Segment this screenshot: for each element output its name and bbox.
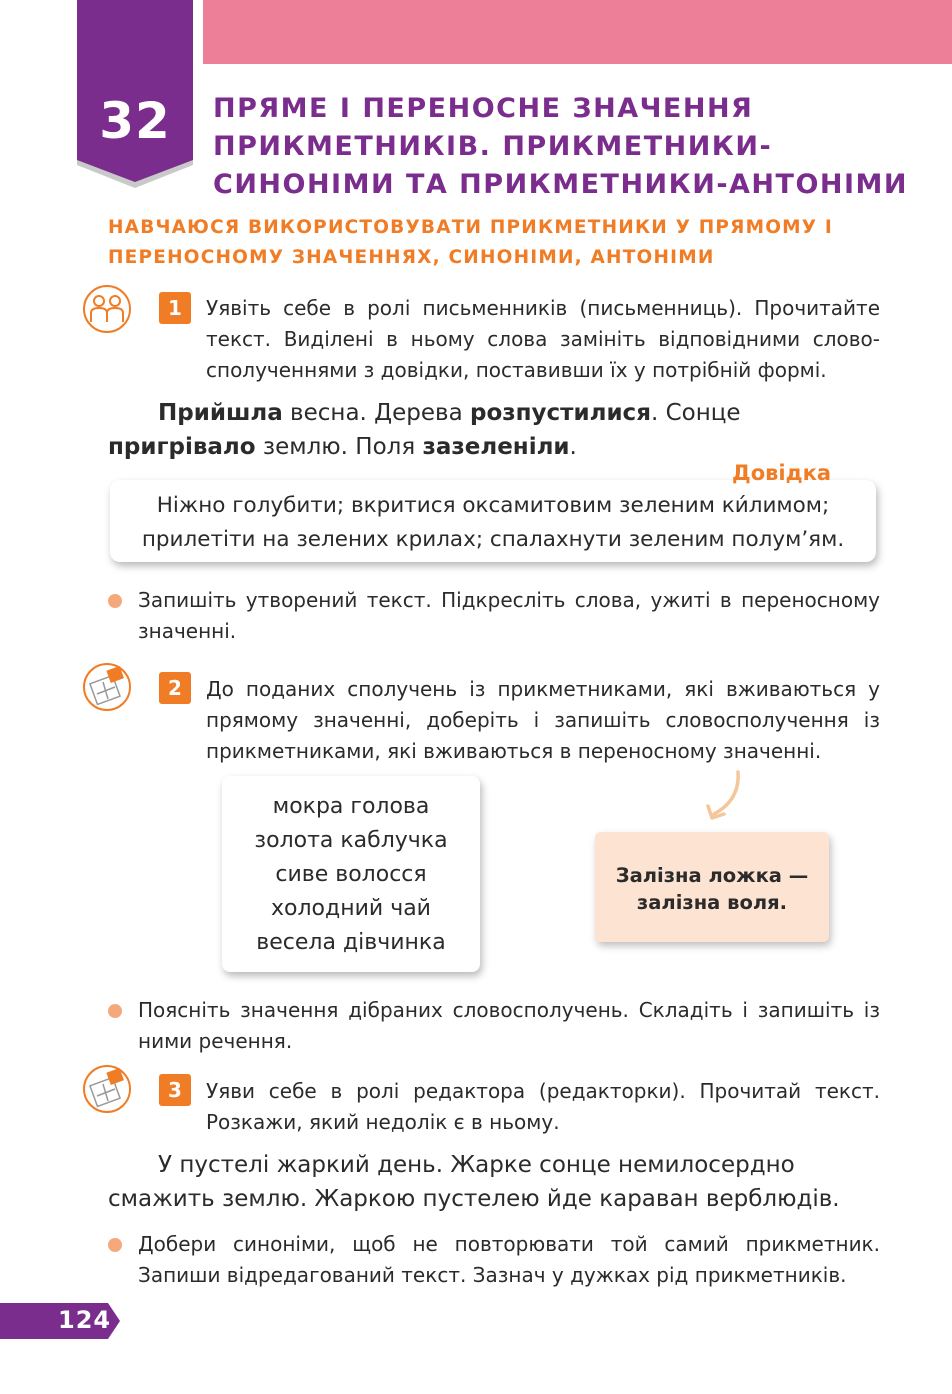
puzzle-icon: [82, 1064, 132, 1114]
text-part: пригрівало: [108, 434, 256, 460]
task-1-text: [108, 396, 880, 464]
curved-arrow-icon: [700, 770, 750, 826]
task-3-number: 3: [159, 1074, 191, 1106]
header-bar: [203, 0, 952, 64]
task-2-number: 2: [159, 672, 191, 704]
task-1-number: 1: [159, 292, 191, 324]
task-1-instruction: Уявіть себе в ролі письменників (письменниць). Прочитайте текст. Виділені в ньому слова замініть відповідними слово-сполученнями з довідки, поставивши їх у потрібній формі.: [206, 296, 880, 382]
task-2-bullet: Поясніть значення дібраних словосполучень. Складіть і запишіть із ними речення.: [138, 998, 880, 1053]
text-part: . Сонце: [650, 400, 741, 426]
example-line: залізна воля.: [636, 891, 788, 914]
example-line: Залізна ложка —: [615, 864, 809, 887]
phrase-item: холодний чай: [271, 896, 431, 921]
phrase-item: золота каблучка: [254, 828, 448, 853]
hint-text: Ніжно голубити; вкритися оксамитовим зеленим ки́лимом; прилетіти на зелених крилах; спалахнути зеленим полум’ям.: [141, 493, 845, 552]
lesson-title: ПРЯМЕ І ПЕРЕНОСНЕ ЗНАЧЕННЯ ПРИКМЕТНИКІВ. ПРИКМЕТНИКИ-СИНОНІМИ ТА ПРИКМЕТНИКИ-АНТОНІМИ: [213, 93, 908, 200]
text-part: землю. Поля: [255, 434, 423, 460]
phrase-item: мокра голова: [272, 794, 430, 819]
bullet-dot: [108, 594, 122, 608]
example-box: [595, 832, 829, 942]
lesson-subtitle: НАВЧАЮСЯ ВИКОРИСТОВУВАТИ ПРИКМЕТНИКИ У ПРЯМОМУ І ПЕРЕНОСНОМУ ЗНАЧЕННЯХ, СИНОНІМИ, АНТОНІМИ: [108, 217, 833, 268]
text-part: весна. Дерева: [282, 400, 470, 426]
text-part: .: [569, 434, 577, 460]
phrase-item: сиве волосся: [275, 862, 427, 887]
bullet-dot: [108, 1238, 122, 1252]
lesson-number: 32: [99, 92, 171, 150]
task-3-instruction: Уяви себе в ролі редактора (редакторки). Прочитай текст. Розкажи, який недолік є в ньому.: [206, 1079, 880, 1134]
puzzle-icon: [82, 662, 132, 712]
task-2-instruction: До поданих сполучень із прикметниками, які вживаються у прямому значенні, доберіть і запишіть словосполучення із прикметниками, які вживаються в переносному значенні.: [206, 677, 880, 763]
pair-work-icon: [82, 284, 132, 334]
task-3-text: У пустелі жаркий день. Жарке сонце немилосердно смажить землю. Жаркою пустелею йде караван верблюдів.: [108, 1152, 840, 1212]
phrase-list-box: [222, 776, 480, 972]
task-3-bullet: Добери синоніми, щоб не повторювати той самий прикметник. Запиши відредагований текст. Зазнач у дужках рід прикметників.: [138, 1232, 880, 1287]
hint-label: Довідка: [732, 461, 832, 485]
phrase-item: весела дівчинка: [256, 930, 446, 955]
text-part: Прийшла: [158, 400, 283, 426]
page-number: 124: [58, 1306, 112, 1334]
bullet-dot: [108, 1004, 122, 1018]
text-part: зазеленіли: [422, 434, 570, 460]
task-1-bullet: Запишіть утворений текст. Підкресліть слова, ужиті в переносному значенні.: [138, 588, 880, 643]
text-part: розпустилися: [470, 400, 651, 426]
